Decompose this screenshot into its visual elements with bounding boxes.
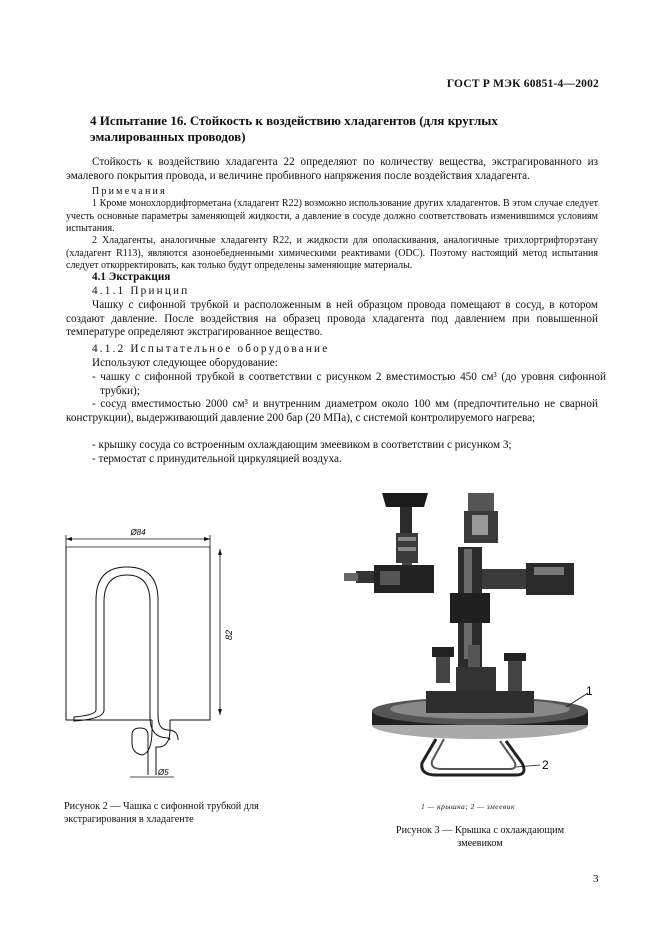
equipment-item-2: - сосуд вместимостью 2000 см³ и внутренним диаметром около 100 мм (предпочтительно не сварной конструкции), выдерживающий давление 200 бар (20 МПа), с системой контролируемого нагрева; (66, 398, 598, 424)
figure-2-siphon-cup-drawing (60, 525, 260, 795)
section-title: 4 Испытание 16. Стойкость к воздействию хладагентов (для круглых эмалированных проводов) (90, 113, 498, 144)
equipment-heading: 4.1.2 Испытательное оборудование (92, 343, 330, 355)
equipment-item-4: - термостат с принудительной циркуляцией воздуха. (92, 453, 342, 465)
principle-text: Чашку с сифонной трубкой и расположенным в ней образцом провода помещают в сосуд, в котором создают давление. После воздействия на образец провода хладагента под давлением при повышенной температуре определяют экстрагированное вещество. (66, 299, 598, 339)
principle-heading: 4.1.1 Принцип (92, 285, 190, 297)
figure-2-caption: Рисунок 2 — Чашка с сифонной трубкой для экстрагирования в хладагенте (64, 801, 259, 825)
equipment-item-1: - чашку с сифонной трубкой в соответствии с рисунком 2 вместимостью 450 см³ (до уровня сифонной трубки); (92, 371, 606, 397)
extraction-title: 4.1 Экстракция (92, 271, 171, 283)
dim-height-label: 82 (224, 629, 234, 641)
label-2: 2 (542, 758, 549, 772)
dim-width-label: Ø84 (130, 528, 146, 537)
figure-3-legend: 1 — крышка; 2 — змеевик (421, 802, 515, 811)
label-1: 1 (586, 684, 593, 698)
standard-header: ГОСТ Р МЭК 60851-4—2002 (446, 78, 599, 90)
page-number: 3 (593, 873, 599, 885)
note-1: 1 Кроме монохлордифторметана (хладагент R22) возможно использование других хладагентов. В этом случае следует учесть основные параметры заменяющей жидкости, а давление в сосуде должно соответствовать изменившимся условиям испытания. (66, 198, 598, 234)
note-2: 2 Хладагенты, аналогичные хладагенту R22, и жидкости для ополаскивания, аналогичные трихлортрифторэтану (хладагент R113), являются азоноебедненными химическими реактивами (ODC). Поэтому настоящий метод испытания следует откорректировать, как только будут определены заменяющие материалы. (66, 235, 598, 271)
equipment-item-3: - крышку сосуда со встроенным охлаждающим змеевиком в соответствии с рисунком 3; (92, 439, 512, 451)
notes-heading: Примечания (92, 186, 167, 197)
dim-tube-label: Ø5 (158, 768, 169, 777)
equipment-intro: Используют следующее оборудование: (92, 357, 278, 369)
figure-3-caption: Рисунок 3 — Крышка с охлаждающим змеевиком (395, 825, 565, 849)
figure-3-lid-photo (340, 485, 600, 795)
intro-paragraph: Стойкость к воздействию хладагента 22 определяют по количеству вещества, экстрагированного из эмалевого покрытия провода, и величине пробивного напряжения после воздействия хладагента. (66, 156, 598, 182)
